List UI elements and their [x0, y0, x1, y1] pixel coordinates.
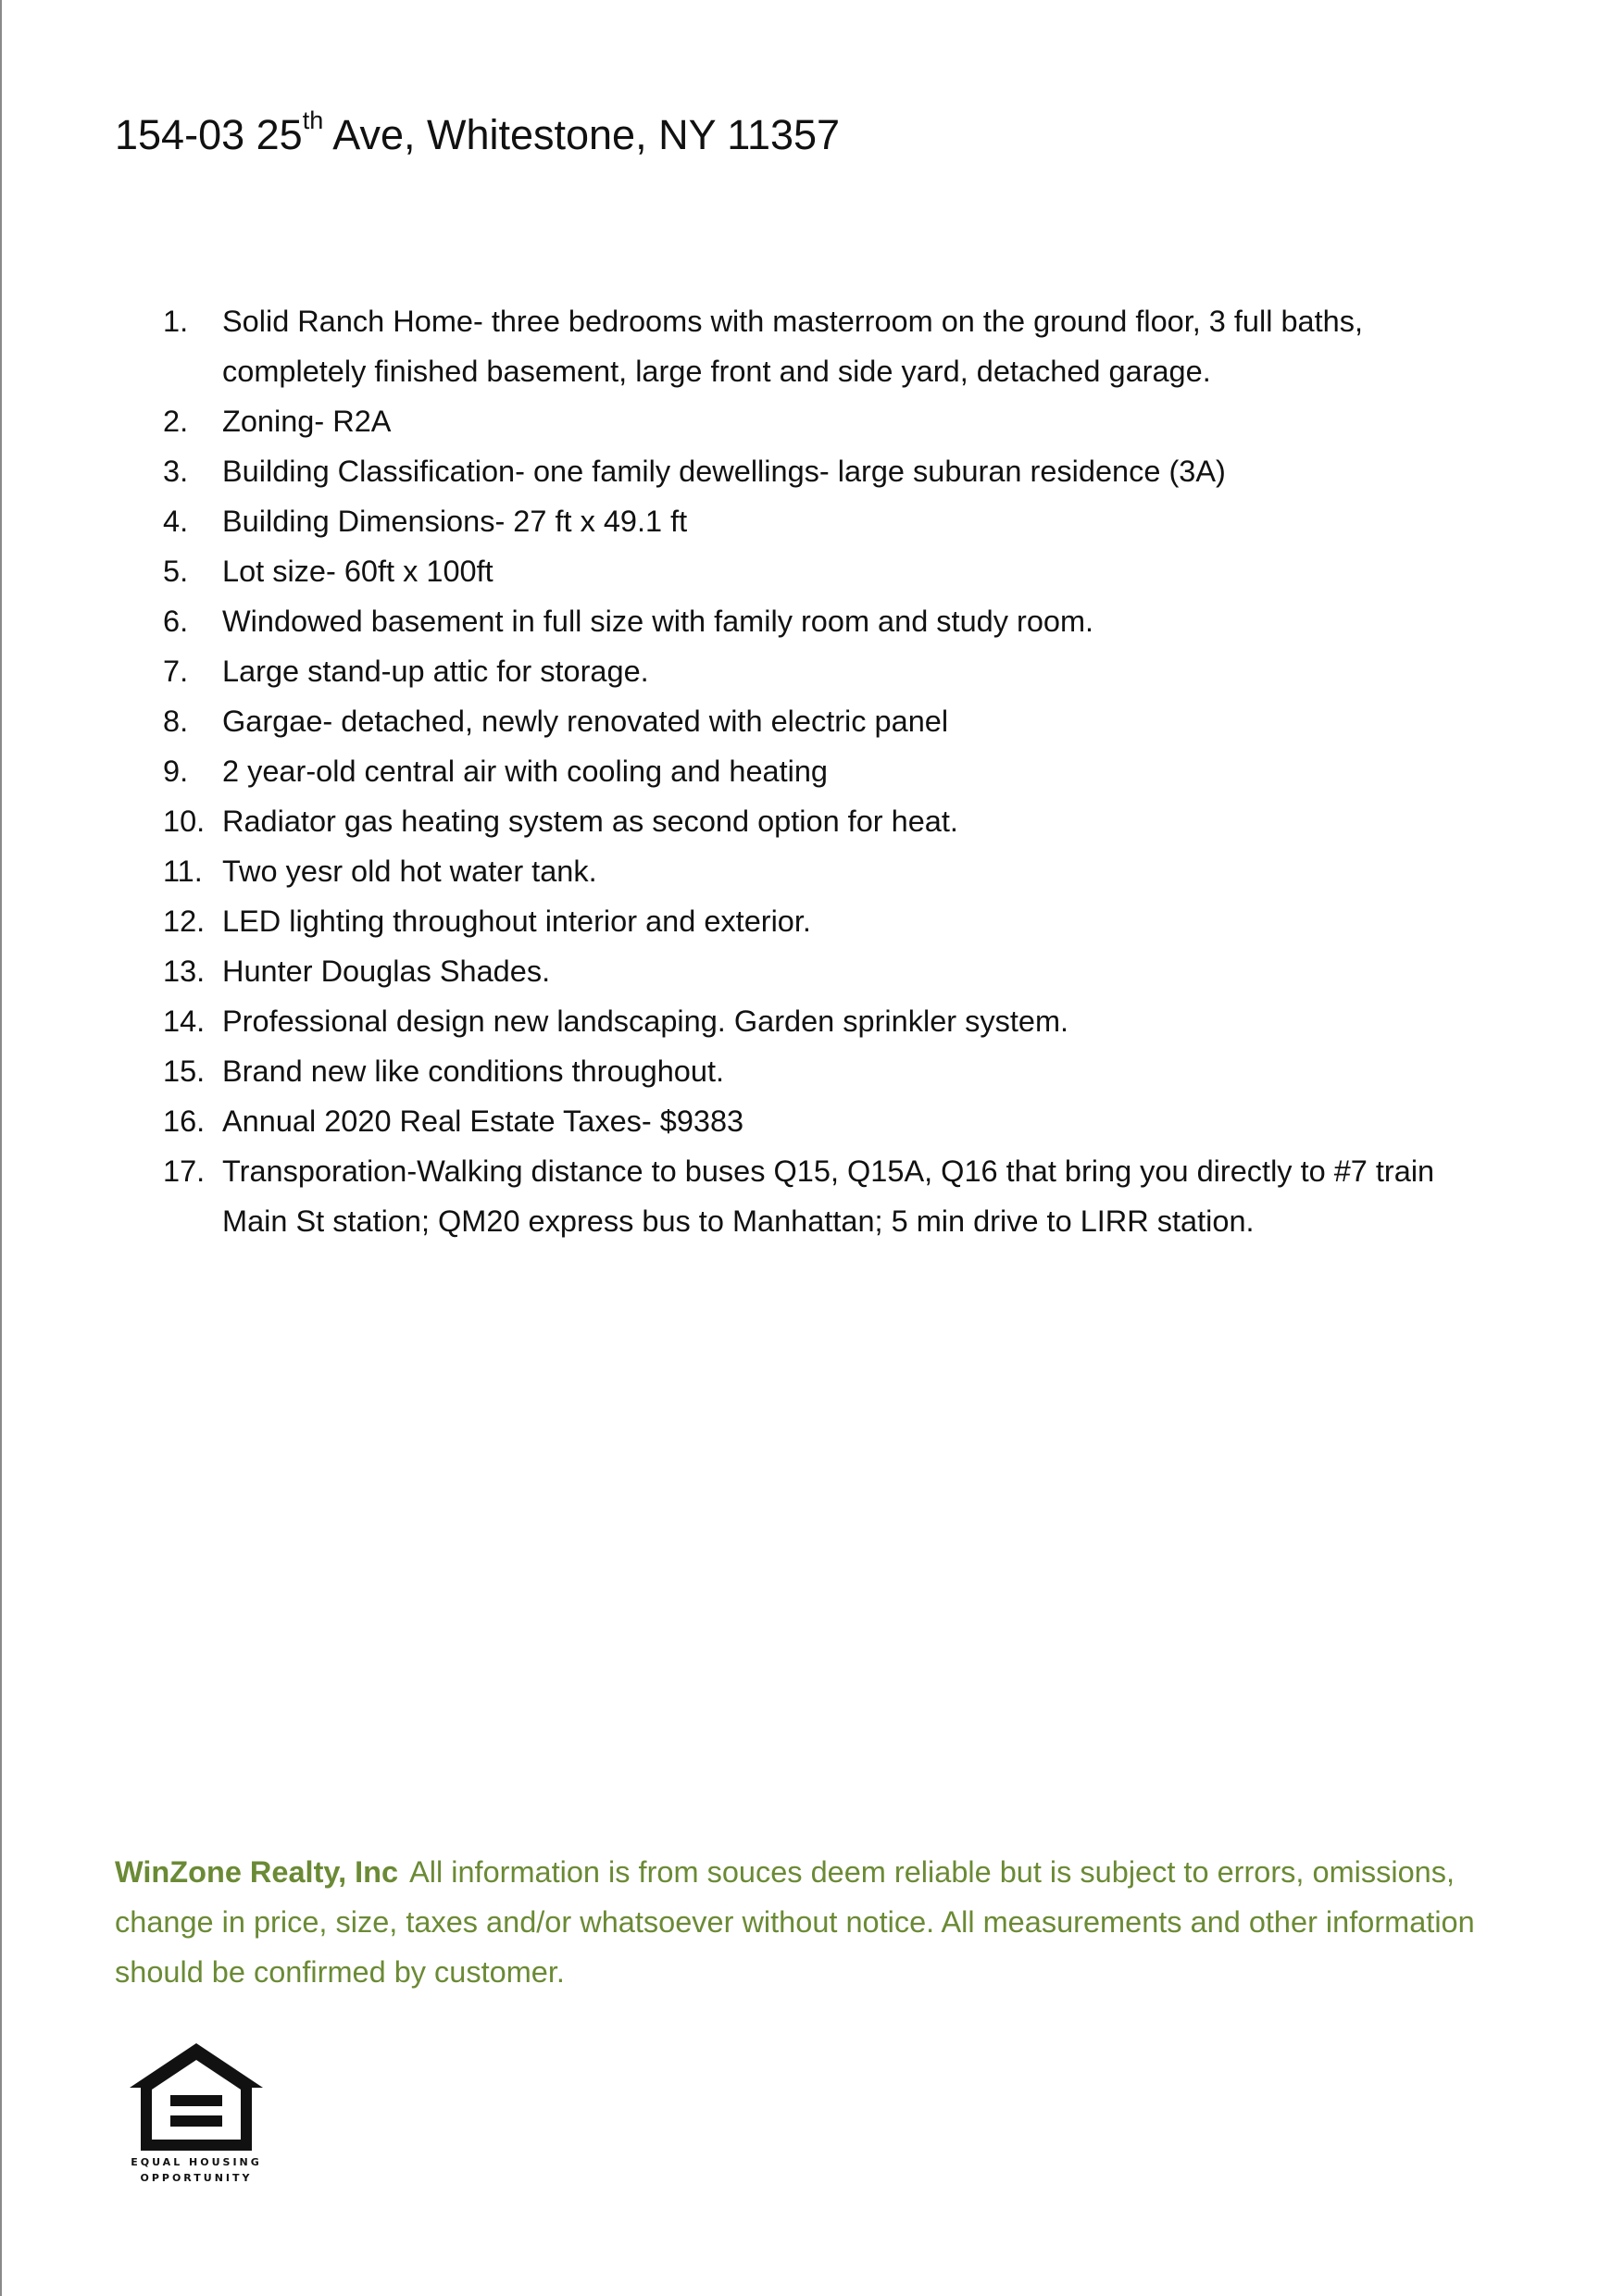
feature-number: 6.: [163, 605, 189, 638]
feature-number: 2.: [163, 405, 189, 438]
feature-text: Large stand-up attic for storage.: [222, 655, 649, 688]
feature-text: Gargae- detached, newly renovated with electric panel: [222, 705, 949, 738]
feature-text: Hunter Douglas Shades.: [222, 955, 551, 988]
feature-item: [163, 496, 1505, 546]
feature-list: [163, 296, 1505, 1246]
feature-item: [163, 546, 1505, 596]
equal-housing-logo: [128, 2041, 265, 2184]
address-suffix: Ave, Whitestone, NY 11357: [323, 111, 841, 158]
feature-item: [163, 846, 1505, 896]
feature-number: 16.: [163, 1104, 206, 1138]
feature-text: Professional design new landscaping. Garden sprinkler system.: [222, 1004, 1069, 1038]
feature-item: [163, 296, 1505, 396]
page-edge: [0, 0, 2, 2296]
disclaimer-text: All information is from souces deem reliable but is subject to errors, omissions, change in price, size, taxes and/or whatsoever without notice. All measurements and other information should be confirmed by customer.: [115, 1855, 1475, 1989]
feature-text: Transporation-Walking distance to buses Q15, Q15A, Q16 that bring you directly to #7 train Main St station; QM20 express bus to Manhattan; 5 min drive to LIRR station.: [222, 1154, 1435, 1238]
feature-item: [163, 646, 1505, 696]
feature-item: [163, 446, 1505, 496]
feature-number: 3.: [163, 455, 189, 488]
feature-text: 2 year-old central air with cooling and heating: [222, 755, 828, 788]
feature-item: [163, 1146, 1505, 1246]
feature-number: 7.: [163, 655, 189, 688]
feature-text: LED lighting throughout interior and exterior.: [222, 905, 811, 938]
feature-item: [163, 946, 1505, 996]
feature-text: Annual 2020 Real Estate Taxes- $9383: [222, 1104, 744, 1138]
feature-text: Zoning- R2A: [222, 405, 392, 438]
feature-item: [163, 696, 1505, 746]
feature-number: 14.: [163, 1004, 206, 1038]
feature-item: [163, 1046, 1505, 1096]
feature-text: Lot size- 60ft x 100ft: [222, 555, 493, 588]
feature-item: [163, 896, 1505, 946]
address-ordinal: th: [302, 106, 324, 134]
feature-number: 9.: [163, 755, 189, 788]
feature-text: Building Classification- one family dewellings- large suburan residence (3A): [222, 455, 1226, 488]
feature-number: 10.: [163, 805, 206, 838]
feature-text: Building Dimensions- 27 ft x 49.1 ft: [222, 505, 688, 538]
eho-line-2: OPPORTUNITY: [140, 2172, 253, 2184]
feature-number: 11.: [163, 855, 203, 888]
disclaimer: [115, 1847, 1522, 1997]
feature-number: 13.: [163, 955, 206, 988]
eho-line-1: EQUAL HOUSING: [131, 2156, 262, 2168]
feature-text: Solid Ranch Home- three bedrooms with masterroom on the ground floor, 3 full baths, completely finished basement, large front and side yard, detached garage.: [222, 305, 1364, 388]
feature-item: [163, 1096, 1505, 1146]
equal-housing-opportunity-icon: [128, 2041, 265, 2152]
feature-text: Two yesr old hot water tank.: [222, 855, 597, 888]
company-name: WinZone Realty, Inc: [115, 1855, 399, 1889]
feature-number: 5.: [163, 555, 189, 588]
feature-number: 17.: [163, 1154, 206, 1188]
feature-number: 1.: [163, 305, 189, 338]
feature-text: Windowed basement in full size with family room and study room.: [222, 605, 1094, 638]
feature-number: 4.: [163, 505, 189, 538]
feature-item: [163, 996, 1505, 1046]
address-prefix: 154-03 25: [115, 111, 303, 158]
feature-item: [163, 746, 1505, 796]
feature-item: [163, 796, 1505, 846]
feature-number: 12.: [163, 905, 206, 938]
property-address-title: [115, 106, 841, 159]
feature-text: Brand new like conditions throughout.: [222, 1054, 725, 1088]
feature-text: Radiator gas heating system as second option for heat.: [222, 805, 958, 838]
feature-item: [163, 596, 1505, 646]
feature-number: 8.: [163, 705, 189, 738]
feature-item: [163, 396, 1505, 446]
feature-number: 15.: [163, 1054, 206, 1088]
